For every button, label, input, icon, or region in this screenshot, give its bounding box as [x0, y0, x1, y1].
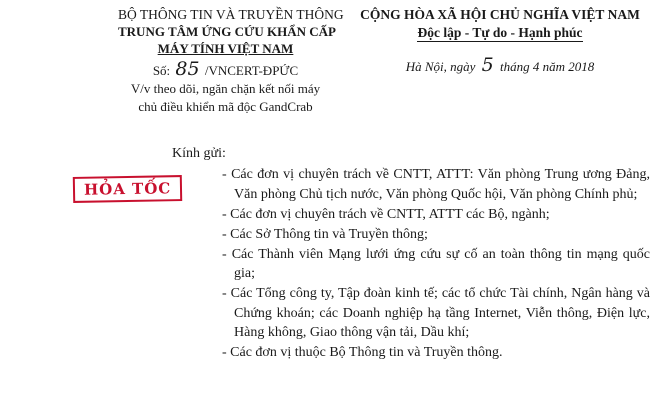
recipient-list — [222, 165, 650, 363]
doc-no-suffix: /VNCERT-ĐPỨC — [204, 63, 299, 78]
date-day-handwritten: 5 — [481, 54, 494, 76]
list-item: - Các Sở Thông tin và Truyền thông; — [222, 226, 428, 242]
sender-header — [118, 6, 344, 115]
nation-title: CỘNG HÒA XÃ HỘI CHỦ NGHĨA VIỆT NAM — [360, 7, 640, 22]
list-item: - Các đơn vị chuyên trách về CNTT, ATTT: Văn phòng Trung ương Đảng, Văn phòng Chủ tịch nước, Văn phòng Quốc hội, Văn phòng Chính phủ; — [222, 167, 650, 202]
urgent-stamp: HỎA TỐC — [73, 175, 183, 203]
doc-no-handwritten: 85 — [175, 58, 200, 80]
list-item: - Các đơn vị thuộc Bộ Thông tin và Truyền thông. — [222, 345, 503, 360]
doc-no-prefix: Số: — [152, 63, 171, 78]
issue-date — [340, 54, 660, 76]
subject-line2: chủ điều khiển mã độc GandCrab — [138, 99, 313, 114]
ministry-name: BỘ THÔNG TIN VÀ TRUYỀN THÔNG — [118, 7, 344, 22]
agency-name-line1: TRUNG TÂM ỨNG CỨU KHẨN CẤP — [118, 24, 336, 39]
national-motto — [340, 24, 660, 42]
document-number — [118, 58, 333, 80]
date-suffix: tháng 4 năm 2018 — [500, 59, 595, 74]
list-item: - Các Tổng công ty, Tập đoàn kinh tế; các tổ chức Tài chính, Ngân hàng và Chứng khoán; các Doanh nghiệp hạ tầng Internet, Viễn thông, Điện lực, Hàng không, Giao thông vận tải, Dầu khí; — [222, 286, 650, 340]
list-item: - Các đơn vị chuyên trách về CNTT, ATTT các Bộ, ngành; — [222, 206, 550, 222]
date-prefix: Hà Nội, ngày — [405, 59, 476, 74]
greeting: Kính gửi: — [172, 146, 226, 161]
motto-text: Độc lập - Tự do - Hạnh phúc — [417, 25, 583, 40]
list-item: - Các Thành viên Mạng lưới ứng cứu sự cố an toàn thông tin mạng quốc gia; — [222, 246, 650, 281]
agency-name-line2: MÁY TÍNH VIỆT NAM — [157, 41, 294, 56]
subject-line1: V/v theo dõi, ngăn chặn kết nối máy — [130, 81, 321, 96]
national-header — [340, 6, 660, 76]
